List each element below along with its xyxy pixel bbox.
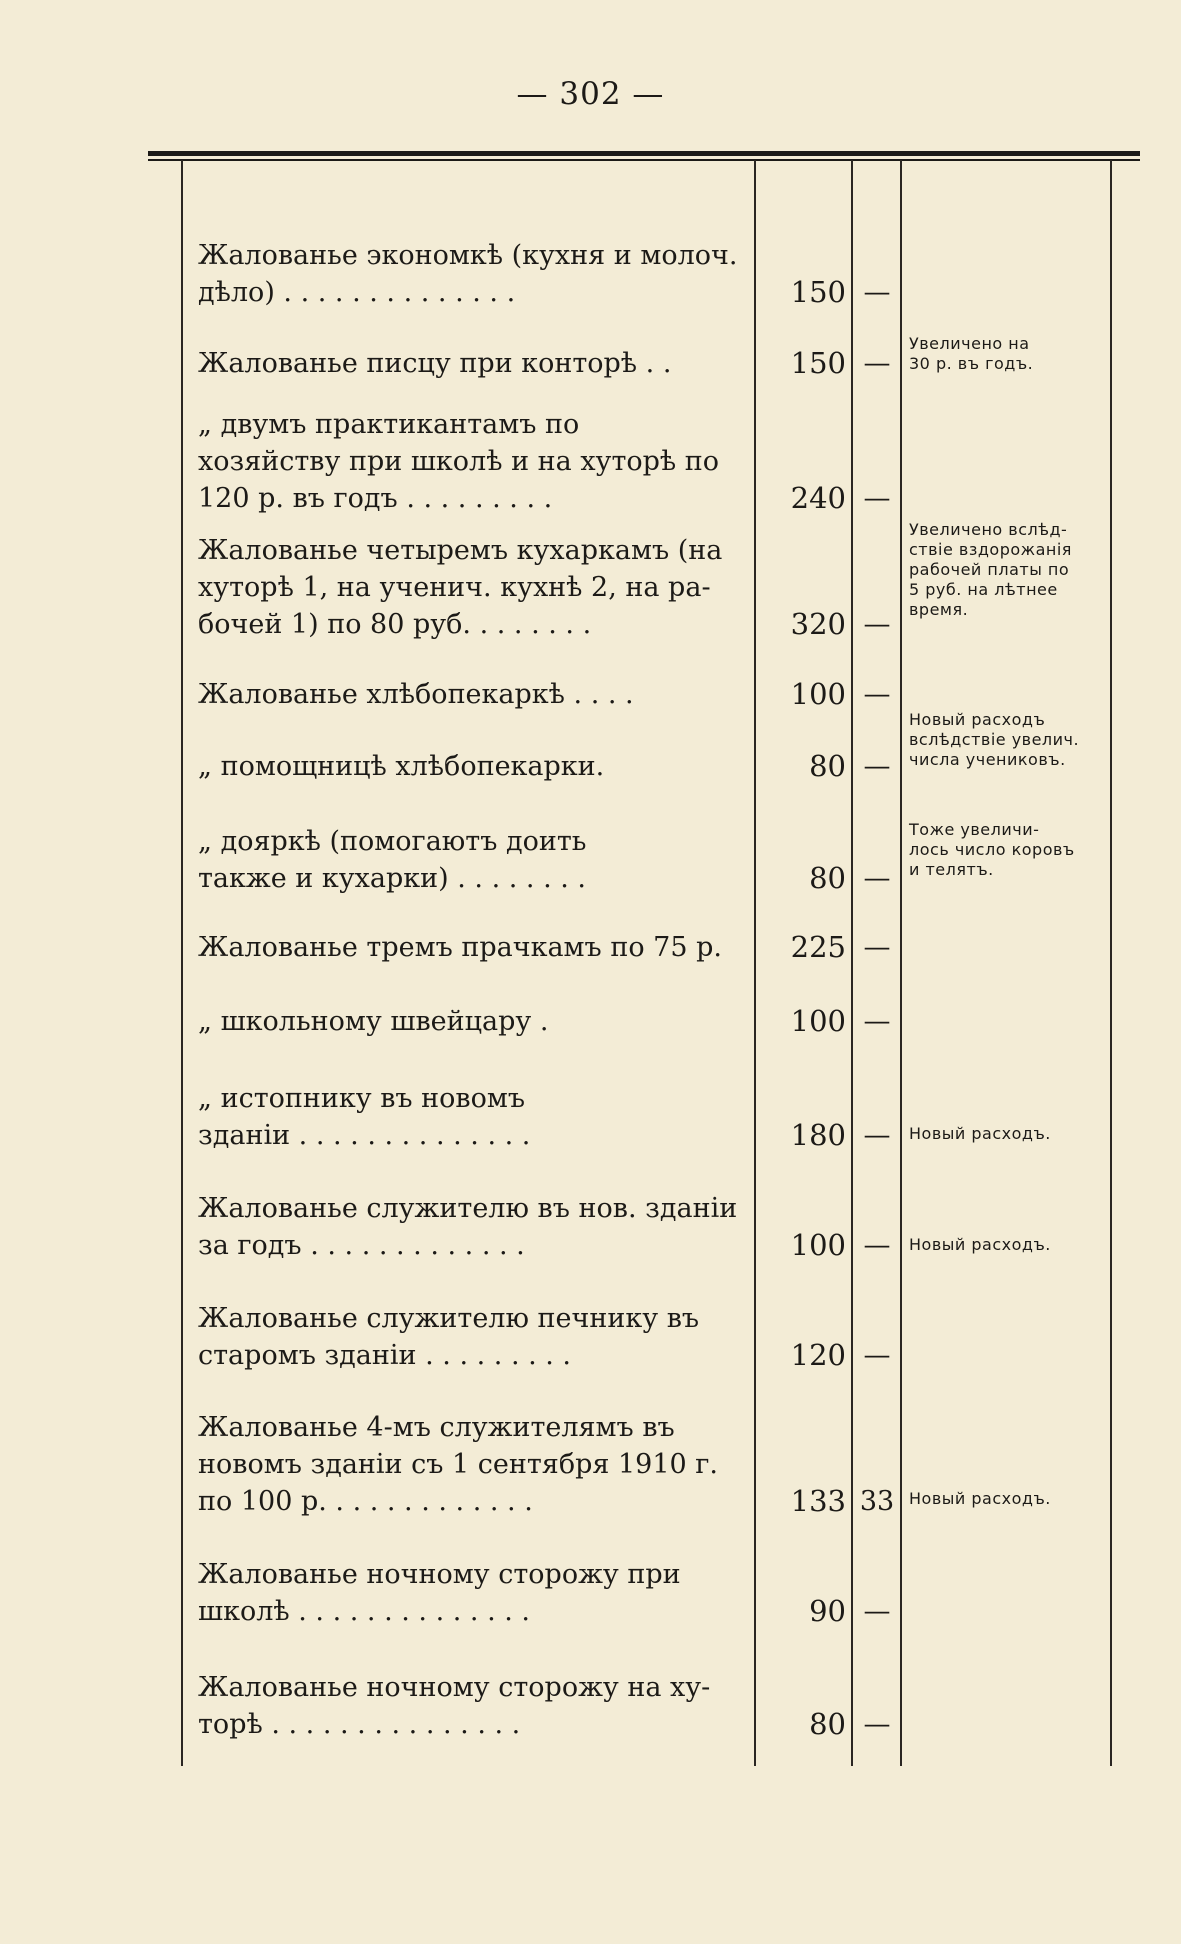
row-note: Увеличено на 30 р. въ годъ.: [909, 334, 1034, 373]
top-rule: [148, 151, 1140, 156]
row-amount-kopecks: —: [863, 483, 891, 514]
row-amount-kopecks: —: [863, 932, 891, 963]
row-note: Новый расходъ вслѣдствіе увелич. числа учениковъ.: [909, 710, 1080, 769]
row-amount-rubles: 90: [809, 1594, 846, 1628]
row-description: Жалованье экономкѣ (кухня и молоч. дѣло) . . . . . . . . . . . . . .: [198, 240, 738, 308]
column-rule-rub-kop: [851, 160, 853, 1766]
row-amount-kopecks: —: [863, 1340, 891, 1371]
row-amount-rubles: 80: [809, 749, 846, 783]
column-rule-left: [181, 160, 183, 1766]
row-description: „ помощницѣ хлѣбопекарки.: [198, 751, 605, 782]
row-amount-rubles: 180: [790, 1118, 846, 1152]
row-amount-rubles: 225: [790, 930, 846, 964]
row-amount-kopecks: —: [863, 863, 891, 894]
row-amount-kopecks: —: [863, 1120, 891, 1151]
row-amount-rubles: 80: [809, 1707, 846, 1741]
row-amount-rubles: 100: [790, 1228, 846, 1262]
column-rule-amount-left: [754, 160, 756, 1766]
row-amount-kopecks: —: [863, 348, 891, 379]
row-description: Жалованье тремъ прачкамъ по 75 р.: [198, 932, 722, 963]
row-amount-kopecks: —: [863, 679, 891, 710]
row-note: Новый расходъ.: [909, 1235, 1051, 1254]
row-description: Жалованье хлѣбопекаркѣ . . . .: [198, 679, 634, 710]
row-amount-rubles: 133: [790, 1484, 846, 1518]
row-amount-rubles: 320: [790, 607, 846, 641]
row-description: Жалованье 4-мъ служителямъ въ новомъ зданіи съ 1 сентября 1910 г. по 100 р. . . . . . . . . . . . .: [198, 1412, 719, 1517]
row-description: „ школьному швейцару .: [198, 1006, 549, 1037]
row-amount-kopecks: —: [863, 1230, 891, 1261]
row-description: Жалованье писцу при конторѣ . .: [198, 348, 672, 379]
row-amount-kopecks: —: [863, 609, 891, 640]
top-rule-thin: [148, 159, 1140, 161]
row-amount-kopecks: —: [863, 1596, 891, 1627]
row-amount-rubles: 80: [809, 861, 846, 895]
row-description: Жалованье ночному сторожу на ху- торѣ . . . . . . . . . . . . . . .: [198, 1672, 711, 1740]
row-description: Жалованье четыремъ кухаркамъ (на хуторѣ 1, на ученич. кухнѣ 2, на ра- бочей 1) по 80 руб. . . . . . . .: [198, 535, 723, 640]
row-description: „ двумъ практикантамъ по хозяйству при школѣ и на хуторѣ по 120 р. въ годъ . . . . . . . . .: [198, 409, 720, 514]
row-amount-kopecks: —: [863, 1006, 891, 1037]
row-amount-rubles: 100: [790, 1004, 846, 1038]
row-description: Жалованье ночному сторожу при школѣ . . . . . . . . . . . . . .: [198, 1559, 681, 1627]
row-amount-rubles: 120: [790, 1338, 846, 1372]
row-amount-kopecks: —: [863, 751, 891, 782]
row-note: Новый расходъ.: [909, 1489, 1051, 1508]
row-amount-rubles: 150: [790, 346, 846, 380]
column-rule-right: [1110, 160, 1112, 1766]
column-rule-kop-note: [900, 160, 902, 1766]
row-description: Жалованье служителю печнику въ старомъ зданіи . . . . . . . . .: [198, 1303, 700, 1371]
row-description: „ дояркѣ (помогаютъ доить также и кухарки) . . . . . . . .: [198, 826, 587, 894]
row-note: Новый расходъ.: [909, 1124, 1051, 1143]
row-description: Жалованье служителю въ нов. зданіи за годъ . . . . . . . . . . . . .: [198, 1193, 738, 1261]
row-amount-kopecks: 33: [859, 1486, 895, 1517]
row-amount-kopecks: —: [863, 277, 891, 308]
row-amount-kopecks: —: [863, 1709, 891, 1740]
row-note: Увеличено вслѣд- ствіе вздорожанія рабочей платы по 5 руб. на лѣтнее время.: [909, 520, 1072, 619]
row-amount-rubles: 150: [790, 275, 846, 309]
row-description: „ истопнику въ новомъ зданіи . . . . . . . . . . . . . .: [198, 1083, 531, 1151]
row-note: Тоже увеличи- лось число коровъ и телятъ.: [909, 820, 1075, 879]
row-amount-rubles: 100: [790, 677, 846, 711]
page-number: — 302 —: [516, 76, 665, 112]
row-amount-rubles: 240: [790, 481, 846, 515]
